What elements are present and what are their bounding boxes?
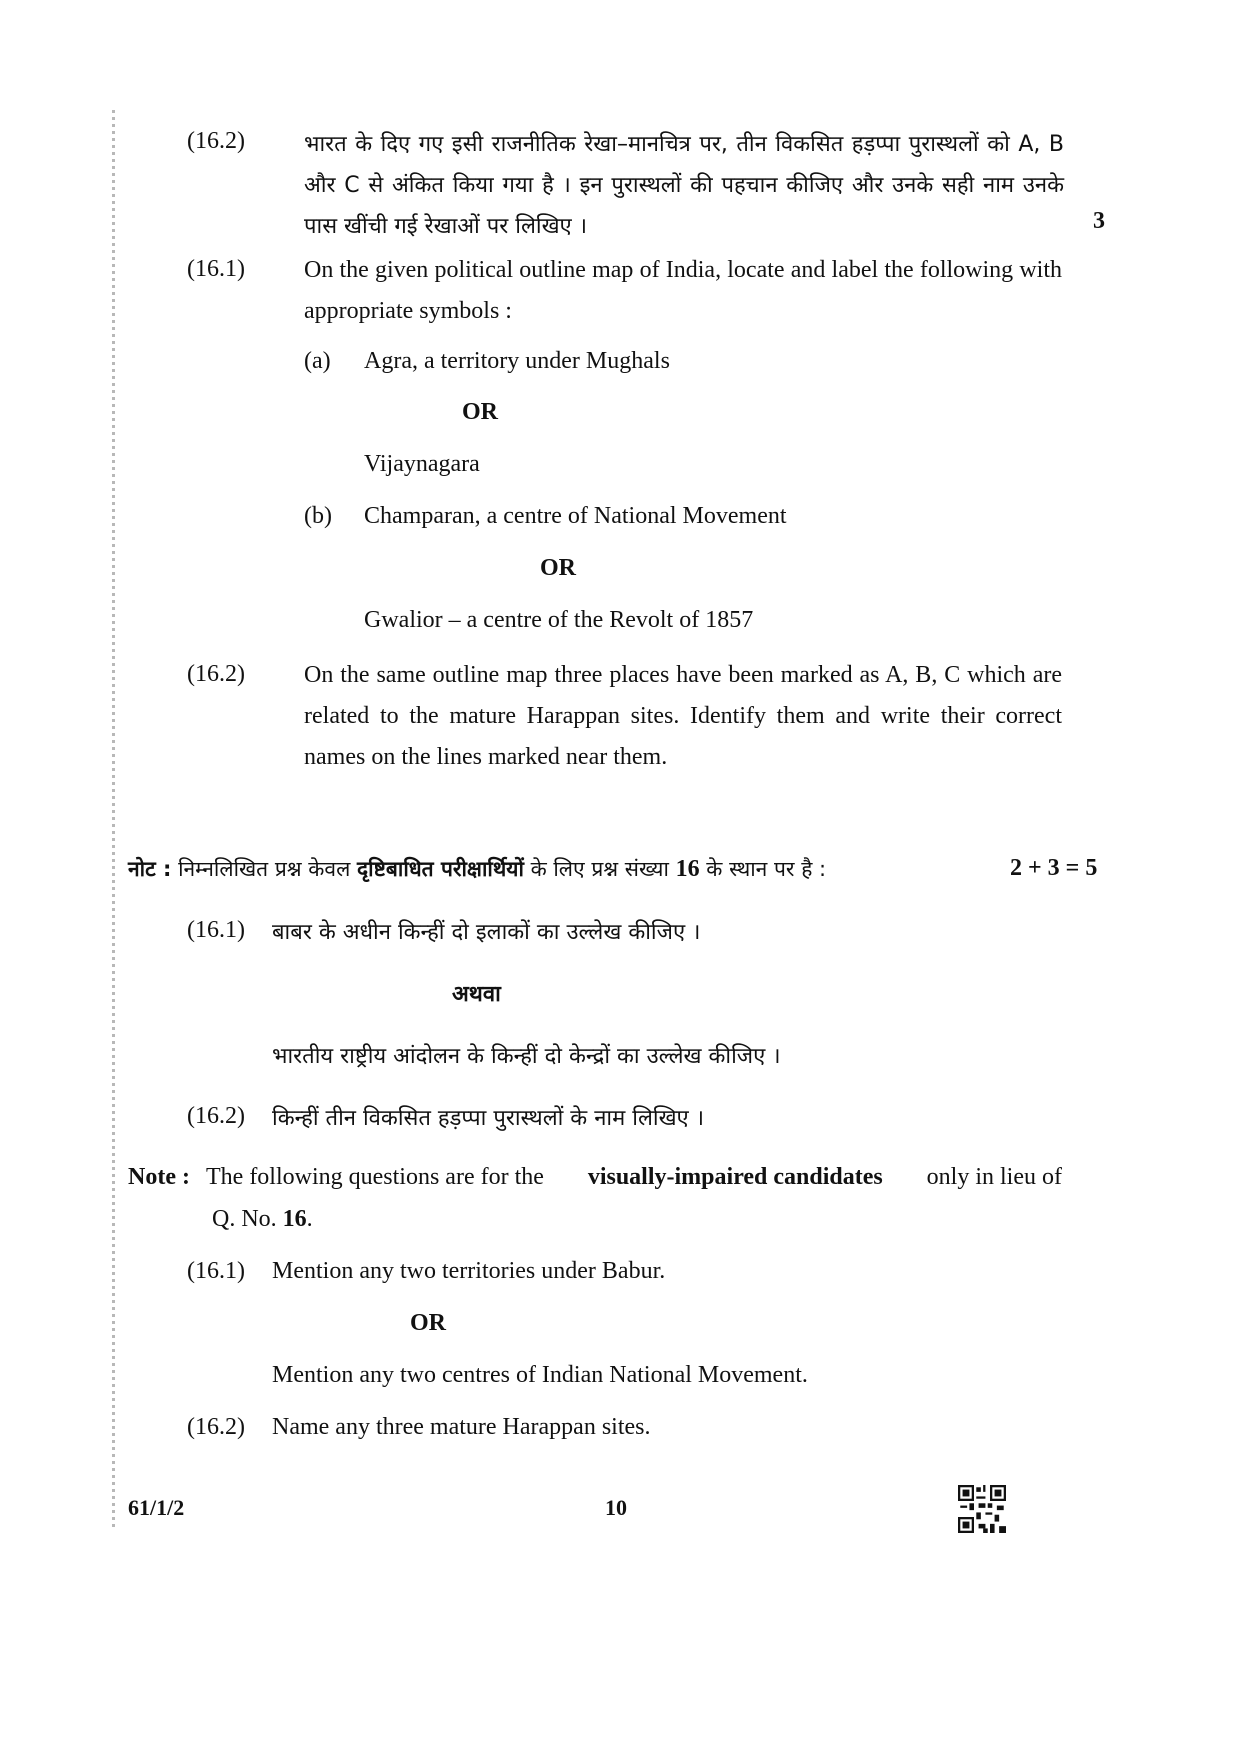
- qr-code-icon: [958, 1485, 1006, 1533]
- note-english-line2-prefix: Q. No.: [212, 1206, 277, 1232]
- q16-1-a-text: Agra, a territory under Mughals: [364, 348, 670, 374]
- note-hindi-qno: 16: [675, 856, 700, 882]
- note-english-q2-text: Name any three mature Harappan sites.: [272, 1414, 651, 1440]
- q16-2-text: On the same outline map three places have been marked as A, B, C which are related to the mature Harappan sites. Identify them and write their correct names on the lines marked near them.: [304, 662, 1062, 770]
- note-hindi-marks: 2 + 3 = 5: [1010, 855, 1098, 881]
- footer-page-number: 10: [605, 1495, 627, 1520]
- note-english-or: OR: [410, 1310, 446, 1336]
- note-hindi-or: अथवा: [452, 982, 501, 1007]
- note-hindi-q1-number: (16.1): [187, 917, 245, 943]
- note-hindi-q1-text: बाबर के अधीन किन्हीं दो इलाकों का उल्लेख कीजिए ।: [272, 920, 701, 945]
- note-english-text2: only in lieu of: [926, 1164, 1062, 1190]
- q16-1-b-or: OR: [540, 555, 576, 581]
- note-english-line1: [206, 1164, 1062, 1191]
- note-hindi-q1-alt: भारतीय राष्ट्रीय आंदोलन के किन्हीं दो केन्द्रों का उल्लेख कीजिए ।: [272, 1044, 781, 1069]
- q16-2-number: (16.2): [187, 661, 245, 687]
- q16-1-b-label: (b): [304, 503, 332, 529]
- q16-1-number: (16.1): [187, 256, 245, 282]
- note-english-line2-suffix: .: [306, 1206, 313, 1232]
- q16-2-hindi-text: भारत के दिए गए इसी राजनीतिक रेखा–मानचित्र पर, तीन विकसित हड़प्पा पुरास्थलों को A, B और C से अंकित किया गया है । इन पुरास्थलों की पहचान कीजिए और उनके सही नाम उनके पास खींची गई रेखाओं पर लिखिए ।: [304, 132, 1064, 239]
- q16-2-marks: 3: [1093, 208, 1105, 234]
- note-english-q1-alt: Mention any two centres of Indian National Movement.: [272, 1362, 808, 1388]
- note-english-q1-text: Mention any two territories under Babur.: [272, 1258, 666, 1284]
- margin-barcode-strip: [112, 110, 115, 1530]
- note-english-bold: visually-impaired candidates: [587, 1164, 883, 1190]
- note-english-q1-number: (16.1): [187, 1258, 245, 1284]
- note-hindi-q2-text: किन्हीं तीन विकसित हड़प्पा पुरास्थलों के नाम लिखिए ।: [272, 1106, 705, 1131]
- q16-1-b-text: Champaran, a centre of National Movement: [364, 503, 787, 529]
- note-english-text1: The following questions are for the: [206, 1164, 544, 1190]
- q16-1-a-label: (a): [304, 348, 331, 374]
- note-hindi-q2-number: (16.2): [187, 1103, 245, 1129]
- note-hindi-text1: निम्नलिखित प्रश्न केवल: [171, 857, 358, 881]
- note-english-qno: 16: [282, 1206, 307, 1232]
- note-hindi-text3: के स्थान पर है :: [699, 857, 827, 881]
- note-english-q2-number: (16.2): [187, 1414, 245, 1440]
- note-hindi-line: [128, 855, 826, 883]
- q16-1-text: On the given political outline map of India, locate and label the following with appropriate symbols :: [304, 257, 1062, 324]
- q16-1-a-alt: Vijaynagara: [364, 451, 480, 477]
- q16-1-b-alt: Gwalior – a centre of the Revolt of 1857: [364, 607, 754, 633]
- q16-1-a-or: OR: [462, 399, 498, 425]
- note-english-line2: [212, 1206, 313, 1233]
- note-english-prefix: Note :: [128, 1164, 190, 1190]
- note-hindi-prefix: नोट :: [128, 857, 172, 881]
- q16-2-hindi-number: (16.2): [187, 128, 245, 154]
- footer-paper-code: 61/1/2: [128, 1495, 185, 1520]
- note-hindi-text2: के लिए प्रश्न संख्या: [523, 857, 676, 881]
- note-hindi-bold: दृष्टिबाधित परीक्षार्थियों: [357, 857, 524, 881]
